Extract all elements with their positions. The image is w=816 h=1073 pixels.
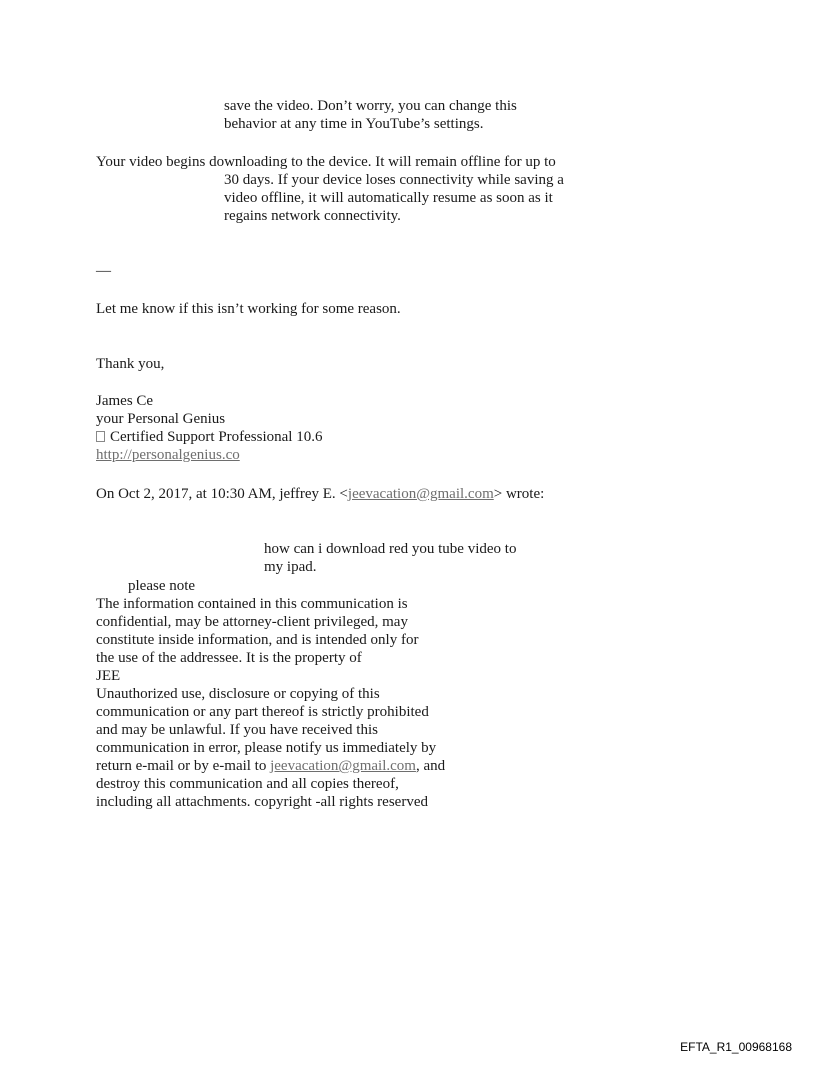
signature-block: [96, 392, 322, 464]
signature-title: your Personal Genius: [96, 411, 226, 427]
text-line: regains network connectivity.: [224, 208, 401, 224]
text-line: behavior at any time in YouTube’s settings.: [224, 116, 484, 132]
instructions-fragment: [224, 97, 517, 133]
signature-cert: [96, 428, 322, 446]
download-paragraph-continued: [224, 171, 564, 225]
apple-logo-icon: [96, 431, 105, 442]
text-line: confidential, may be attorney-client privileged, may: [96, 614, 408, 630]
quote-header: [96, 485, 544, 503]
text-line: constitute inside information, and is intended only for: [96, 632, 419, 648]
text-line: Your video begins downloading to the device. It will remain offline for up to: [96, 154, 556, 170]
signature-cert-label: Certified Support Professional 10.6: [110, 429, 323, 445]
text-line: communication in error, please notify us immediately by: [96, 740, 437, 756]
signature-url-link[interactable]: http://personalgenius.co: [96, 447, 240, 463]
please-note-text: please note: [128, 578, 196, 594]
text-line: save the video. Don’t worry, you can change this: [224, 98, 517, 114]
text-line: how can i download red you tube video to: [264, 541, 517, 557]
text-line: video offline, it will automatically resume as soon as it: [224, 190, 553, 206]
text-line: destroy this communication and all copies thereof,: [96, 776, 399, 792]
text-line: Unauthorized use, disclosure or copying of this: [96, 686, 380, 702]
text-line: The information contained in this communication is: [96, 596, 408, 612]
text-line: JEE: [96, 668, 121, 684]
disclaimer-email-suffix: , and: [415, 758, 446, 774]
signature-name: James Ce: [96, 393, 154, 409]
text-line: 30 days. If your device loses connectivity while saving a: [224, 172, 564, 188]
disclaimer-email-link[interactable]: jeevacation@gmail.com: [270, 758, 416, 774]
thank-you-text: Thank you,: [96, 356, 165, 372]
document-id: EFTA_R1_00968168: [680, 1040, 792, 1054]
separator-dash: —: [96, 263, 111, 279]
disclaimer-block: [96, 595, 445, 811]
text-line: my ipad.: [264, 559, 317, 575]
let-me-know-text: Let me know if this isn’t working for some reason.: [96, 301, 401, 317]
text-line: the use of the addressee. It is the property of: [96, 650, 362, 666]
text-line: and may be unlawful. If you have received this: [96, 722, 378, 738]
text-line: including all attachments. copyright -all rights reserved: [96, 794, 428, 810]
sender-email-link[interactable]: jeevacation@gmail.com: [347, 486, 494, 502]
quoted-question: [264, 540, 516, 576]
text-line-with-email: [96, 757, 445, 775]
quote-header-suffix: > wrote:: [493, 486, 545, 502]
quote-header-prefix: On Oct 2, 2017, at 10:30 AM, jeffrey E. <: [96, 486, 348, 502]
disclaimer-email-prefix: return e-mail or by e-mail to: [96, 758, 271, 774]
signature-url-line: [96, 446, 322, 464]
download-paragraph: [96, 153, 556, 171]
text-line: communication or any part thereof is strictly prohibited: [96, 704, 429, 720]
